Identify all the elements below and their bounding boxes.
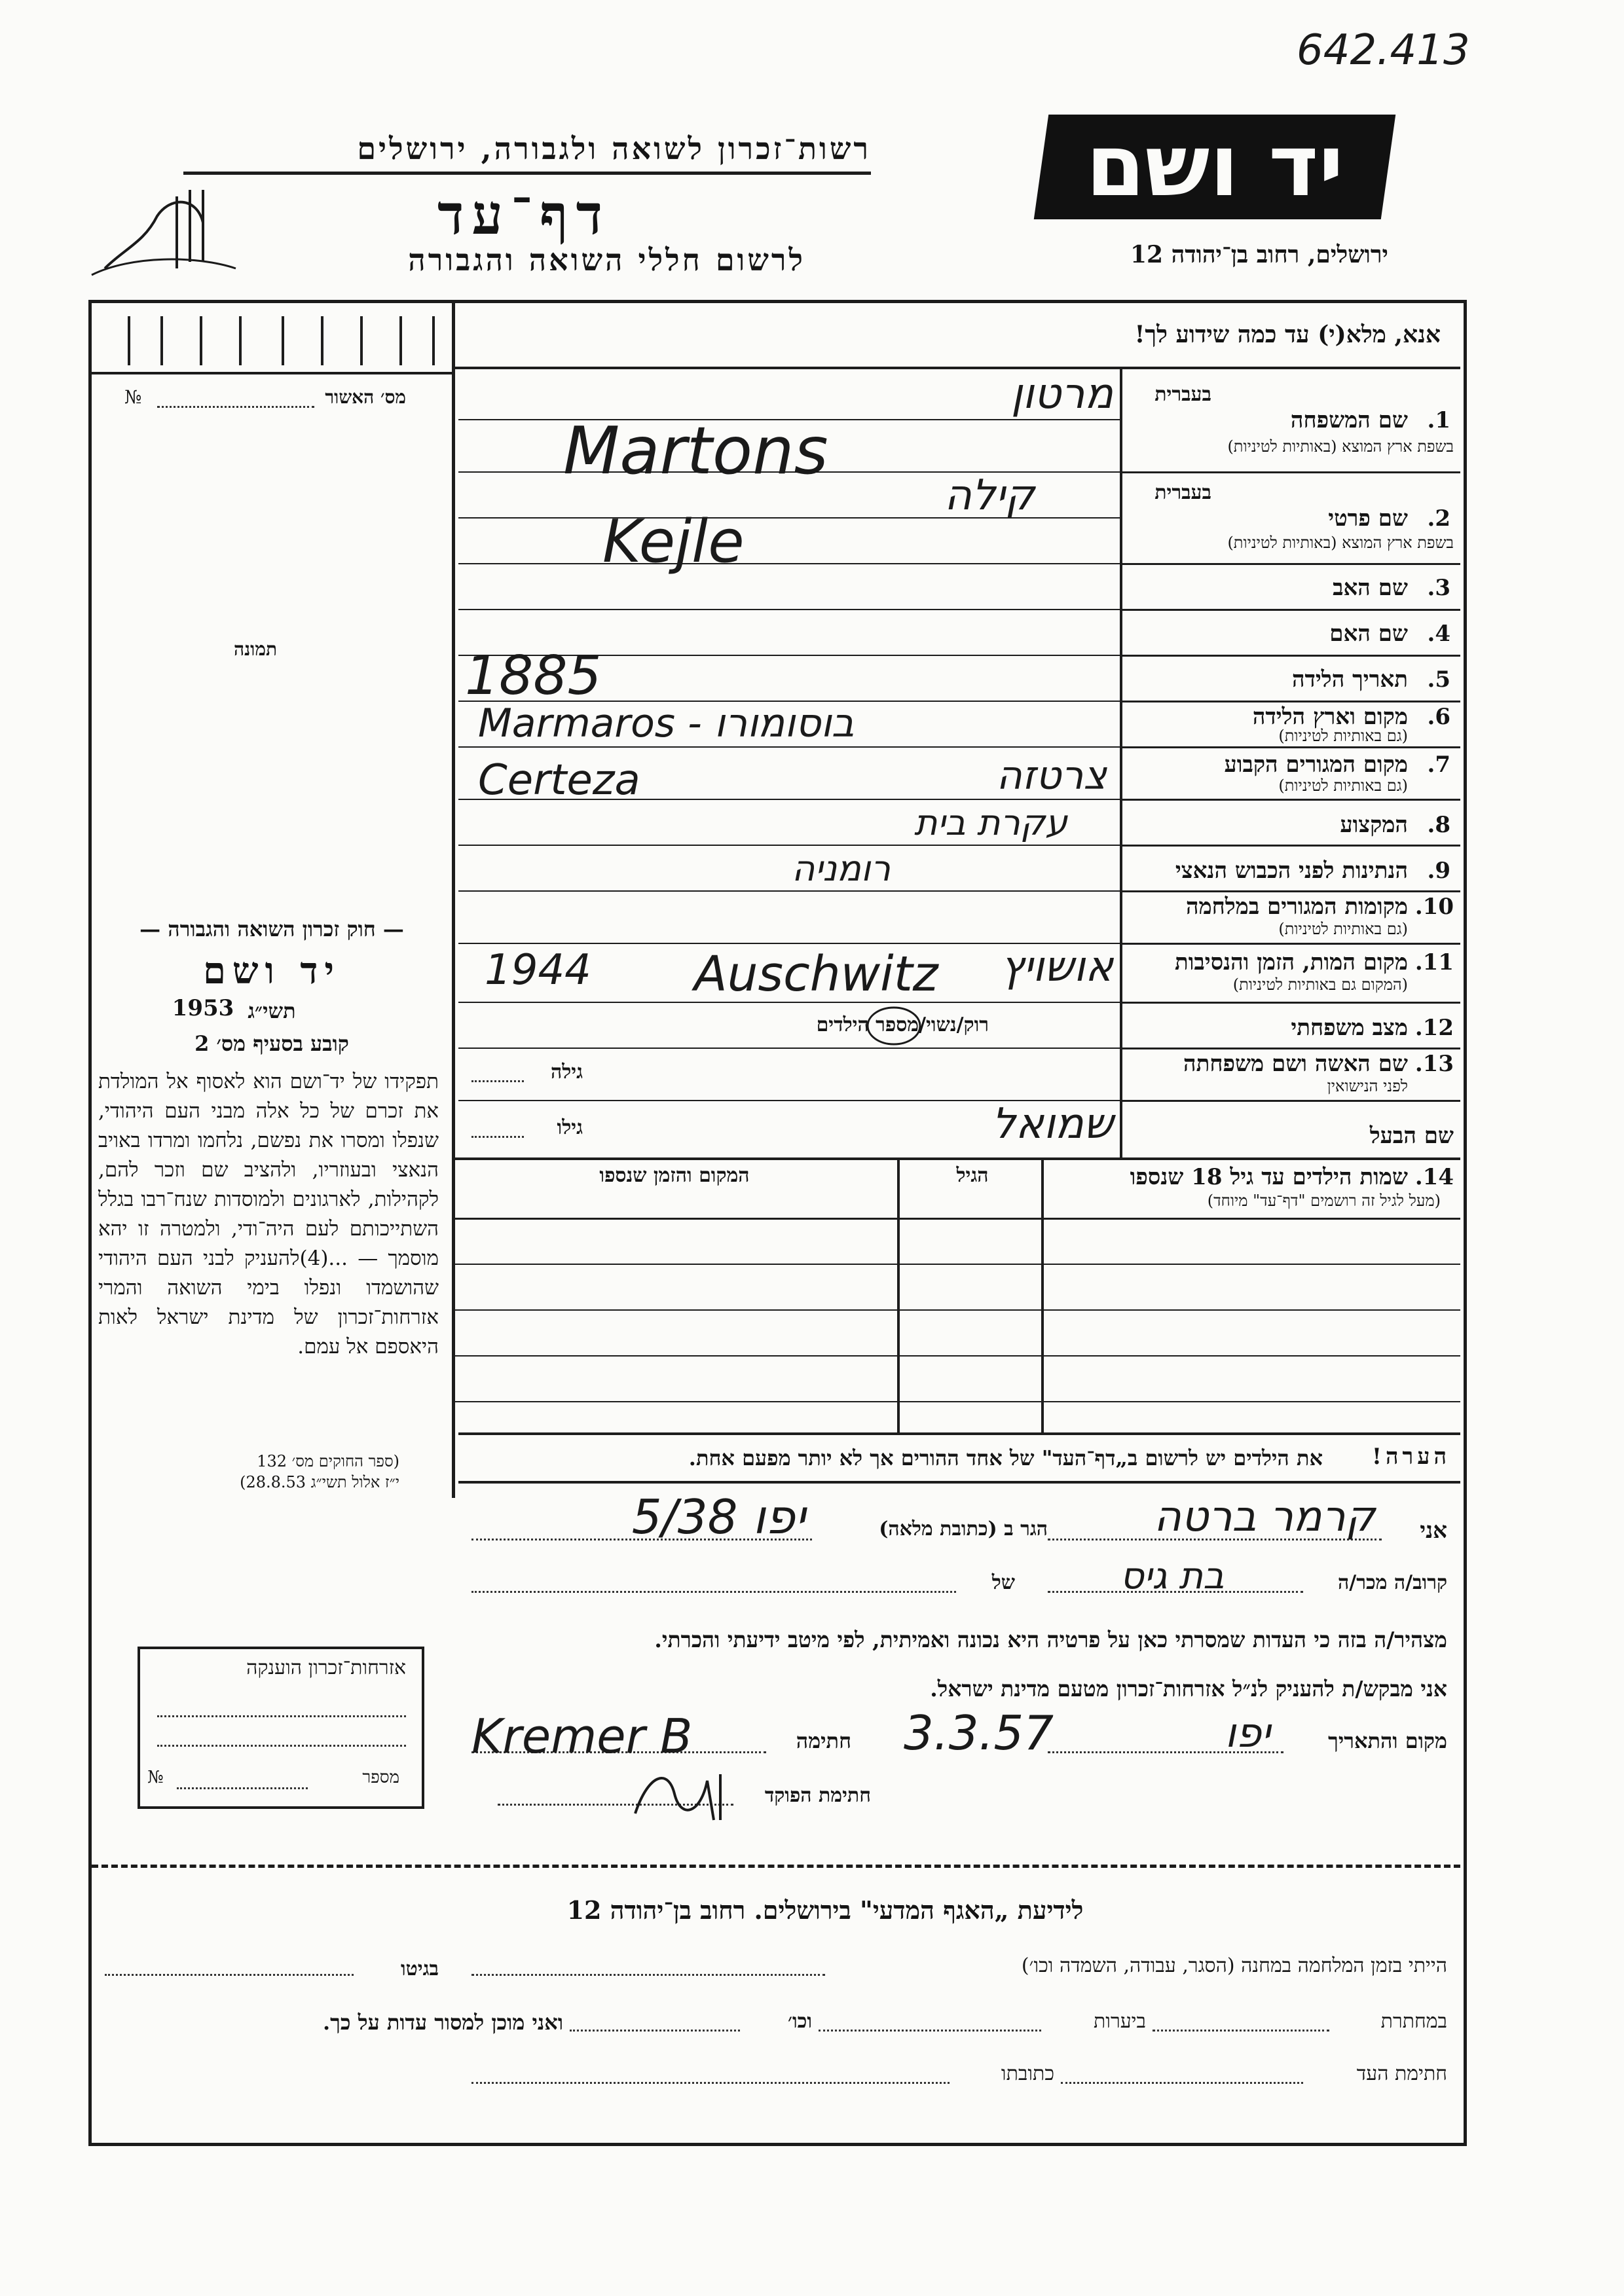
children-place-header: המקום והזמן שנספו — [599, 1164, 750, 1187]
footer-heading: לידיעת „האגף המדעי" בירושלים. רחוב בן־יהודה 12 — [566, 1895, 1084, 1925]
field-6-sub: (גם באותיות לטיניות) — [1278, 727, 1408, 745]
row-line-10 — [1122, 943, 1460, 945]
certificate-title: אזרחות־זכרון הוענקה — [246, 1656, 406, 1679]
children-header-bottom — [452, 1218, 1460, 1220]
value-occupation[interactable]: עקרת בית — [913, 802, 1067, 843]
declaration-statement: מצהיר/ה בזה כי העדות שמסרתי כאן על פרטיה היא נכונה ואמיתית, לפי מיטב ידיעתי והכרתי. — [654, 1627, 1447, 1652]
field-2-label: שם פרטי — [1328, 505, 1408, 532]
field-8-num: 8. — [1427, 812, 1450, 838]
page-title: דף־עד — [437, 182, 610, 247]
row-line-4 — [1122, 655, 1460, 657]
field-1-num: 1. — [1427, 407, 1450, 433]
of-label: של — [991, 1571, 1015, 1594]
law-title: — חוק זכרון השואה והגבורה — — [139, 917, 404, 941]
field-1-sub-latin: בשפת ארץ המוצא (באותיות לטיניות) — [1227, 437, 1454, 456]
certificate-no: № — [147, 1768, 164, 1787]
wife-age-field[interactable] — [471, 1080, 524, 1082]
field-1-sub-hebrew: בעברית — [1154, 383, 1211, 406]
footer-line2-b: ביערות — [1093, 2010, 1146, 2033]
footer-line3-b: כתובתו — [1001, 2062, 1054, 2085]
of-field[interactable] — [471, 1591, 956, 1593]
value-residence-hebrew[interactable]: צרטזה — [996, 753, 1107, 799]
signature-mark-icon — [79, 170, 249, 301]
field-8-label: המקצוע — [1340, 812, 1408, 838]
photo-label: תמונה — [233, 638, 278, 660]
field-12-label: מצב משפחתי — [1291, 1015, 1408, 1041]
value-marital-status: רוק/נשוי/מספר הילדים — [816, 1013, 989, 1036]
law-source: (ספר החוקים מס׳ 132 — [257, 1452, 399, 1470]
field-3-label: שם האב — [1333, 575, 1408, 601]
row-line-8 — [1122, 845, 1460, 847]
signature-value[interactable]: Kremer B — [471, 1709, 693, 1764]
value-death-place-hebrew[interactable]: אושויץ — [1001, 943, 1113, 991]
row-line-5 — [1122, 701, 1460, 702]
field-10-sub: (גם באותיות לטיניות) — [1278, 920, 1408, 938]
children-age-header: הגיל — [956, 1164, 989, 1187]
field-11-sub: (המקום גם באותיות לטיניות) — [1232, 975, 1408, 994]
value-birth-date[interactable]: 1885 — [465, 645, 602, 707]
label-column-divider — [1120, 367, 1122, 1159]
note-bottom-line — [458, 1481, 1460, 1484]
children-col-1 — [897, 1157, 900, 1432]
field-9-num: 9. — [1427, 858, 1450, 884]
law-source-date: י״ז אלול תשי״ג 28.8.53) — [240, 1473, 399, 1491]
row-line-7 — [1122, 799, 1460, 801]
row-line-3 — [1122, 609, 1460, 611]
law-name: יד ושם — [202, 949, 341, 993]
field-13-sub: לפני הנישואין — [1327, 1077, 1408, 1095]
row-line-1 — [1122, 471, 1460, 473]
field-7-num: 7. — [1427, 752, 1450, 778]
officer-signature-icon — [622, 1755, 740, 1833]
approval-label: מס׳ האשור — [325, 386, 406, 408]
law-year-hebrew: תשי״ג — [248, 998, 296, 1023]
footer-line2-c: וכו׳ — [788, 2010, 812, 2033]
place-date-label: מקום והתאריך — [1328, 1728, 1447, 1753]
row-line-11 — [1122, 1002, 1460, 1004]
footer-camp-field[interactable] — [471, 1974, 825, 1976]
field-2-sub-latin: בשפת ארץ המוצא (באותיות לטיניות) — [1227, 534, 1454, 552]
value-birth-place[interactable]: Marmaros - בוסומורו — [478, 701, 855, 746]
husband-age-label: גילו — [557, 1116, 583, 1139]
note-text: את הילדים יש לרשום ב„דף־העד" של אחד ההורים אך לא יותר מפעם אחת. — [688, 1446, 1323, 1470]
footer-etc-field[interactable] — [570, 2030, 740, 2032]
footer-address-field[interactable] — [471, 2082, 950, 2084]
value-death-place[interactable]: Auschwitz — [694, 946, 938, 1002]
value-nationality[interactable]: רומניה — [792, 848, 891, 889]
signature-label: חתימה — [796, 1728, 851, 1753]
law-section: קובע בסעיף מס׳ 2 — [194, 1031, 349, 1056]
wife-age-label: גילה — [550, 1061, 583, 1084]
header-authority: רשות־זכרון לשואה ולגבורה, ירושלים — [357, 131, 871, 166]
field-6-label: מקום וארץ הלידה — [1252, 704, 1408, 730]
relation-value[interactable]: בת גיס — [1120, 1555, 1225, 1597]
header-address: ירושלים, רחוב בן־יהודה 12 — [1130, 241, 1388, 268]
approval-no: № — [124, 386, 142, 408]
row-line-9 — [1122, 890, 1460, 892]
declaration-i-label: אני — [1420, 1518, 1447, 1544]
instruction-row-line — [452, 367, 1460, 369]
row-line-2 — [1122, 563, 1460, 565]
declaration-resides-label: הגר ב (כתובת מלאה) — [879, 1518, 1048, 1540]
footer-forests-field[interactable] — [819, 2030, 1041, 2032]
officer-label: חתימת הפוקד — [764, 1784, 871, 1807]
certificate-number-label: מספר — [362, 1768, 399, 1787]
approval-field[interactable] — [157, 406, 314, 408]
value-firstname-hebrew[interactable]: קילה — [944, 471, 1035, 520]
field-10-label: מקומות המגורים במלחמה — [1185, 894, 1408, 920]
field-13-label: שם האשה ושם משפחתה — [1183, 1051, 1408, 1077]
header-underline — [183, 172, 871, 175]
children-subtitle: (מעל לגיל זה רושמים "דף־עד" מיוחד) — [1207, 1192, 1441, 1210]
field-12-num: 12. — [1414, 1015, 1454, 1041]
value-death-year[interactable]: 1944 — [485, 946, 591, 994]
footer-ghetto-field[interactable] — [105, 1974, 354, 1976]
footer-line1-b: בגיטו — [400, 1958, 439, 1980]
children-col-2 — [1041, 1157, 1044, 1432]
archive-number: 642.413 — [1297, 26, 1470, 75]
note-label: הערה! — [1372, 1444, 1450, 1470]
field-4-num: 4. — [1427, 621, 1450, 647]
value-surname-hebrew[interactable]: מרטון — [1011, 370, 1113, 418]
field-1-label: שם המשפחה — [1290, 407, 1408, 433]
declaration-address[interactable]: יפו 5/38 — [631, 1489, 805, 1544]
fill-instruction: אנא, מלא(י) עד כמה שידוע לך! — [1134, 321, 1441, 348]
footer-witness-sig-field[interactable] — [1061, 2082, 1303, 2084]
relative-label: קרוב/ה מכר/ה — [1338, 1571, 1447, 1594]
law-year: 1953 — [172, 995, 234, 1021]
law-text: תפקידו של יד־ושם הוא לאסוף אל המולדת את זכרם של כל אלה מבני העם היהודי, שנפלו ומסרו את נפשם, נלחמו ומרדו באויב הנאצי ובעוזריו, ולהציב שם וזכר להם, לקהילות, לארגונים ולמוסדות שנח־רבו בגלל השתייכותם לעם היה־ודי, ולמטרה זו יהא מוסמך — ...(4)להעניק לבני העם היהודי שהושמדו ונפלו בימי השואה והמרי אזרחות־זכרון של מדינת ישראל לאות היאספם אל עמם. — [98, 1070, 439, 1358]
children-table-top — [452, 1157, 1460, 1160]
footer-line2-d: ואני מוכן למסור עדות על כך. — [322, 2010, 563, 2035]
left-panel-divider — [452, 300, 455, 1498]
note-top-line — [458, 1432, 1460, 1435]
field-4-label: שם האם — [1329, 621, 1408, 647]
date-value[interactable]: 3.3.57 — [904, 1705, 1054, 1760]
footer-underground-field[interactable] — [1153, 2030, 1329, 2032]
field-7-label: מקום המגורים הקבוע — [1224, 752, 1408, 778]
field-5-label: תאריך הלידה — [1291, 666, 1408, 693]
row-line-6 — [1122, 746, 1460, 748]
field-2-num: 2. — [1427, 505, 1450, 532]
certificate-number-field[interactable] — [177, 1787, 308, 1789]
footer-divider — [92, 1865, 1460, 1868]
marital-circle-icon — [864, 1003, 923, 1049]
footer-line2-a: במחתרת — [1380, 2010, 1447, 2033]
field-9-label: הנתינות לפני הכבוש הנאצי — [1175, 858, 1408, 884]
children-num: 14. — [1414, 1164, 1454, 1190]
field-11-label: מקום המות, הזמן והנסיבות — [1174, 949, 1408, 975]
row-line-12 — [1122, 1048, 1460, 1049]
value-firstname-latin[interactable]: Kejle — [602, 507, 745, 576]
field-11-num: 11. — [1414, 949, 1454, 975]
field-13-num: 13. — [1414, 1051, 1454, 1077]
footer-line3-a: חתימת העד — [1356, 2062, 1447, 2085]
value-husband[interactable]: שמואל — [991, 1100, 1113, 1148]
place-value[interactable]: יפו — [1225, 1709, 1270, 1757]
field-6-num: 6. — [1427, 704, 1450, 730]
field-3-num: 3. — [1427, 575, 1450, 601]
logo-text: יד ושם — [1086, 116, 1344, 215]
husband-age-field[interactable] — [471, 1136, 524, 1138]
husband-label: שם הבעל — [1369, 1123, 1454, 1149]
value-residence-latin[interactable]: Certeza — [478, 756, 640, 805]
footer-line1-a: הייתי בזמן המלחמה במחנה (הסגר, עבודה, השמדה וכו׳) — [1021, 1954, 1447, 1977]
field-10-num: 10. — [1414, 894, 1454, 920]
field-5-num: 5. — [1427, 666, 1450, 693]
row-line-13 — [1122, 1100, 1460, 1102]
header-subtitle: לרשום חללי השואה והגבורה — [408, 242, 805, 278]
declaration-request: אני מבקש/ת להעניק לנ״ל אזרחות־זכרון מטעם מדינת ישראל. — [930, 1676, 1447, 1702]
field-7-sub: (גם באותיות לטיניות) — [1278, 776, 1408, 795]
value-surname-latin[interactable]: Martons — [563, 412, 828, 489]
field-2-sub-hebrew: בעברית — [1154, 481, 1211, 504]
declaration-name[interactable]: קרמר ברטה — [1154, 1493, 1375, 1541]
children-title: שמות הילדים עד גיל 18 שנספו — [1130, 1164, 1408, 1190]
barcode-box — [92, 303, 452, 374]
